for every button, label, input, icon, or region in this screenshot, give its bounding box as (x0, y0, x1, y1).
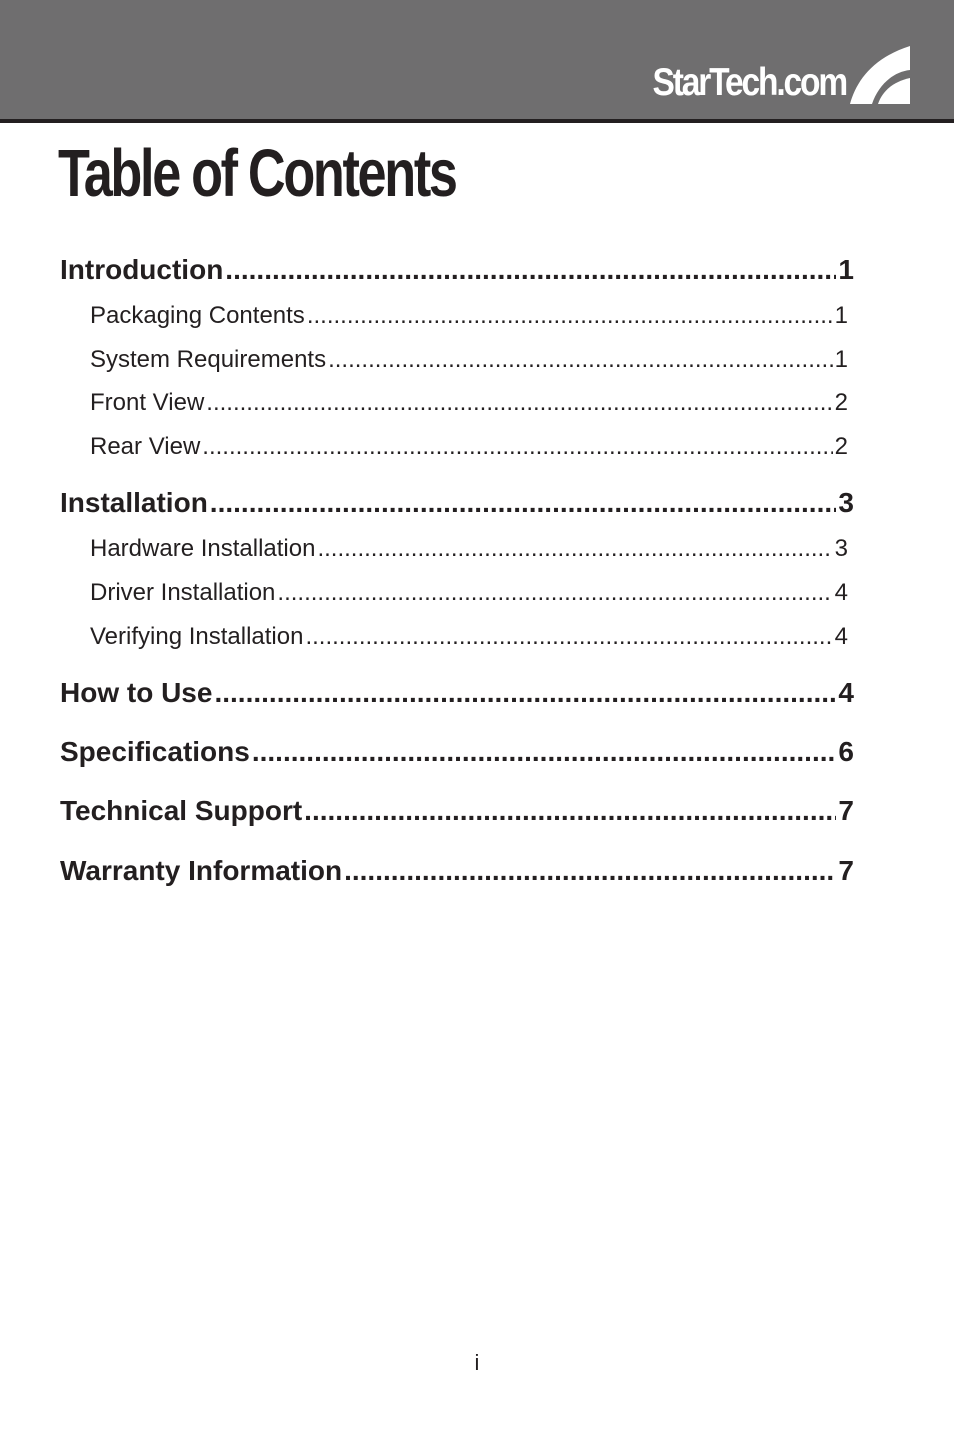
toc-dot-leader (225, 254, 836, 286)
toc-entry-label: Hardware Installation (90, 535, 316, 562)
toc-dot-leader (328, 346, 833, 374)
toc-entry-label: Specifications (60, 736, 250, 767)
startech-swoosh-icon (848, 46, 910, 104)
toc-entry-label: Warranty Information (60, 855, 343, 886)
toc-entry-page: 4 (834, 623, 848, 650)
toc-entry-installation[interactable] (60, 487, 854, 519)
toc-entry-label: Rear View (90, 433, 201, 460)
toc-entry-warranty-information[interactable] (60, 855, 854, 887)
toc-dot-leader (277, 579, 832, 607)
toc-dot-leader (206, 389, 832, 417)
toc-entry-how-to-use[interactable] (60, 677, 854, 709)
toc-entry-page: 3 (834, 535, 848, 562)
toc-entry-verifying-installation[interactable] (90, 623, 848, 651)
toc-entry-label: Verifying Installation (90, 623, 304, 650)
toc-entry-packaging-contents[interactable] (90, 302, 848, 330)
toc-entry-label: Driver Installation (90, 579, 276, 606)
toc-entry-label: Front View (90, 389, 205, 416)
header-bar (0, 0, 954, 119)
toc-entry-page: 1 (834, 302, 848, 329)
toc-entry-specifications[interactable] (60, 736, 854, 768)
toc-entry-page: 3 (838, 487, 854, 518)
toc-entry-page: 7 (838, 855, 854, 886)
toc-entry-page: 4 (838, 677, 854, 708)
toc-entry-technical-support[interactable] (60, 795, 854, 827)
toc-entry-rear-view[interactable] (90, 433, 848, 461)
toc-dot-leader (210, 487, 837, 519)
toc-entry-label: Installation (60, 487, 208, 518)
toc-dot-leader (252, 736, 837, 768)
brand-name: StarTech.com (652, 61, 846, 104)
toc-dot-leader (317, 535, 832, 563)
toc-entry-page: 6 (838, 736, 854, 767)
toc-entry-introduction[interactable] (60, 254, 854, 286)
brand-logo (621, 44, 910, 104)
page-number: i (474, 1350, 480, 1375)
toc-dot-leader (305, 623, 832, 651)
toc-entry-front-view[interactable] (90, 389, 848, 417)
toc-entry-label: How to Use (60, 677, 213, 708)
toc-entry-page: 4 (834, 579, 848, 606)
toc-entry-page: 1 (838, 254, 854, 285)
toc-entry-hardware-installation[interactable] (90, 535, 848, 563)
toc-dot-leader (307, 302, 833, 330)
toc-entry-label: Introduction (60, 254, 224, 285)
toc-entry-system-requirements[interactable] (90, 346, 848, 374)
toc-entry-page: 2 (834, 433, 848, 460)
toc-entry-driver-installation[interactable] (90, 579, 848, 607)
page-title: Table of Contents (58, 136, 456, 211)
toc-dot-leader (344, 855, 836, 887)
toc-entry-label: Technical Support (60, 795, 303, 826)
toc-entry-page: 1 (834, 346, 848, 373)
toc-dot-leader (202, 433, 832, 461)
toc-dot-leader (214, 677, 836, 709)
toc-entry-page: 7 (838, 795, 854, 826)
toc-entry-label: Packaging Contents (90, 302, 305, 329)
toc-entry-label: System Requirements (90, 346, 327, 373)
header-divider (0, 119, 954, 123)
toc-entry-page: 2 (834, 389, 848, 416)
toc-dot-leader (304, 795, 836, 827)
